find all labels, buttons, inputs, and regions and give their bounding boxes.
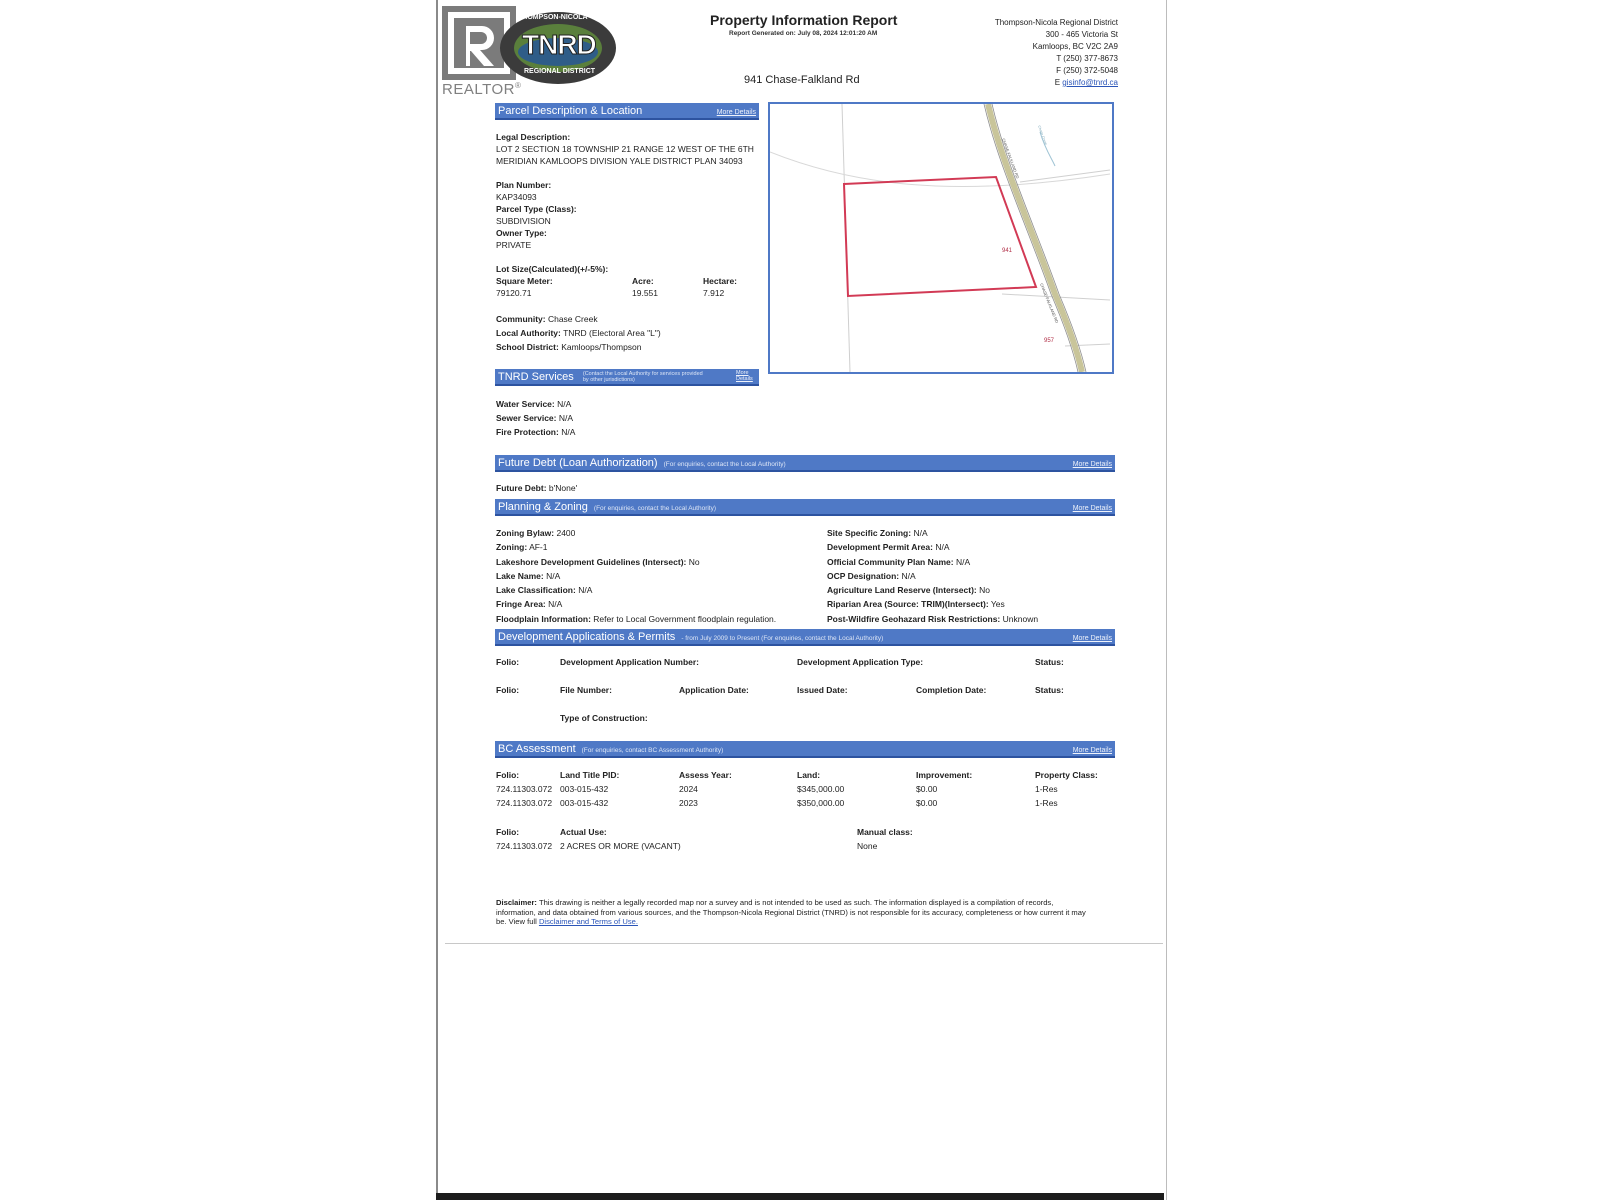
report-generated: Report Generated on: July 08, 2024 12:01:20 AM (729, 30, 878, 37)
contact-org: Thompson-Nicola Regional District (994, 18, 1118, 27)
disclaimer: Disclaimer: This drawing is neither a legally recorded map nor a survey and is not intended to be used as such. The information displayed is a compilation of records, information, and data obtained from various sources, and the Thompson-Nicola Regional District (TNRD) is not responsible for its accuracy, completeness or how current it may be. View full Disclaimer and Terms of Use. (496, 898, 1086, 927)
parcel-details: Legal Description: LOT 2 SECTION 18 TOWNSHIP 21 RANGE 12 WEST OF THE 6TH MERIDIAN KAMLOOPS DIVISION YALE DISTRICT PLAN 34093 Plan Number: KAP34093 Parcel Type (Class): SUBDIVISION Owner Type: PRIVATE Lot Size(Calculated)(+/-5%): (496, 132, 754, 274)
realtor-wordmark: REALTOR® (442, 81, 522, 98)
devapps-header: Issued Date: (797, 685, 848, 695)
hectare-value: 7.912 (703, 288, 725, 298)
planning-item: Fringe Area: N/A (496, 599, 563, 610)
parcel-map-drawing (770, 104, 1112, 372)
devapps-header: Status: (1035, 657, 1064, 667)
devapps-header: Folio: (496, 685, 520, 695)
contact-fax: F (250) 372-5048 (1056, 66, 1118, 75)
assessment-header: Improvement: (916, 770, 973, 780)
logo-ring-bottom: REGIONAL DISTRICT (524, 68, 596, 75)
planning-item: Riparian Area (Source: TRIM)(Intersect): Yes (827, 599, 1005, 610)
table-row: 724.11303.072 003-015-432 2023 $350,000.00 $0.00 1-Res (496, 798, 1058, 808)
devapps-header: Folio: (496, 657, 520, 667)
services-section-bar: TNRD Services (Contact the Local Authority for services provided by other jurisdictions) More Details (495, 369, 759, 386)
school-row: School District: Kamloops/Thompson (496, 342, 642, 352)
debt-more-details-link[interactable]: More Details (1072, 461, 1112, 468)
acre-label: Acre: (632, 276, 654, 286)
contact-city: Kamloops, BC V2C 2A9 (1032, 42, 1118, 51)
planning-item: Zoning: AF-1 (496, 542, 548, 553)
scan-edge (436, 1193, 1164, 1200)
map-neighbor-label: 957 (1044, 338, 1055, 344)
map-lot-label: 941 (1002, 248, 1013, 254)
planning-item: Zoning Bylaw: 2400 (496, 528, 576, 538)
use-folio: 724.11303.072 (496, 841, 553, 851)
use-header: Folio: (496, 827, 520, 837)
table-row: 724.11303.072 003-015-432 2024 $345,000.00 $0.00 1-Res (496, 784, 1058, 794)
services-more-details-link[interactable]: More Details (736, 370, 753, 382)
fire-protection-row: Fire Protection: N/A (496, 427, 576, 437)
planning-item: Floodplain Information: Refer to Local Government floodplain regulation. (496, 613, 777, 624)
parcel-section-bar: Parcel Description & Location More Details (495, 103, 759, 120)
assessment-section-bar: BC Assessment (For enquiries, contact BC Assessment Authority) More Details (495, 741, 1115, 758)
assessment-header: Land Title PID: (560, 770, 620, 780)
assessment-header: Property Class: (1035, 770, 1098, 780)
map-creek-label: Chase Creek (1037, 124, 1048, 146)
assessment-more-details-link[interactable]: More Details (1072, 747, 1112, 754)
planning-item: Lake Name: N/A (496, 570, 561, 581)
community-row: Community: Chase Creek (496, 314, 598, 324)
future-debt-row: Future Debt: b'None' (496, 483, 578, 493)
report-title: Property Information Report (710, 12, 898, 28)
parcel-more-details-link[interactable]: More Details (716, 109, 756, 116)
assessment-header: Folio: (496, 770, 520, 780)
planning-item: Development Permit Area: N/A (827, 542, 950, 553)
use-header: Actual Use: (560, 827, 607, 837)
contact-email-row: E gisinfo@tnrd.ca (1054, 78, 1118, 87)
parcel-map (768, 102, 1114, 374)
planning-more-details-link[interactable]: More Details (1072, 505, 1112, 512)
disclaimer-terms-link[interactable]: Disclaimer and Terms of Use. (538, 917, 638, 927)
property-address: 941 Chase-Falkland Rd (744, 74, 860, 86)
use-header: Manual class: (857, 827, 913, 837)
devapps-header: Application Date: (679, 685, 749, 695)
planning-right-column (827, 526, 1038, 626)
logo-ring-top: THOMPSON-NICOLA (518, 14, 588, 21)
planning-item: Site Specific Zoning: N/A (827, 528, 928, 538)
sqm-value: 79120.71 (496, 288, 532, 298)
contact-email-link[interactable]: gisinfo@tnrd.ca (1062, 78, 1118, 87)
map-road-label-top: CHASE-FALKLAND RD (1001, 137, 1021, 180)
planning-item: OCP Designation: N/A (827, 570, 916, 581)
devapps-section-bar: Development Applications & Permits - from July 2009 to Present (For enquiries, contact the Local Authority) More Details (495, 629, 1115, 646)
use-manual-class: None (857, 841, 878, 851)
water-service-row: Water Service: N/A (496, 399, 572, 409)
planning-item: Lake Classification: N/A (496, 585, 593, 596)
devapps-header: Completion Date: (916, 685, 987, 695)
logo-main-text: TNRD (522, 29, 596, 60)
contact-phone: T (250) 377-8673 (1056, 54, 1118, 63)
planning-item: Post-Wildfire Geohazard Risk Restrictions: Unknown (827, 613, 1039, 624)
devapps-header: Status: (1035, 685, 1064, 695)
assessment-header: Assess Year: (679, 770, 732, 780)
acre-value: 19.551 (632, 288, 658, 298)
planning-section-bar: Planning & Zoning (For enquiries, contact the Local Authority) More Details (495, 499, 1115, 516)
page-fold-line (445, 943, 1163, 944)
devapps-header: Type of Construction: (560, 713, 648, 723)
use-actual: 2 ACRES OR MORE (VACANT) (560, 841, 681, 851)
map-road-label-bottom: CHASE-FALKLAND RD (1039, 282, 1060, 324)
sqm-label: Square Meter: (496, 276, 553, 286)
contact-block (960, 17, 1118, 89)
authority-row: Local Authority: TNRD (Electoral Area "L") (496, 328, 661, 338)
assessment-header: Land: (797, 770, 821, 780)
sewer-service-row: Sewer Service: N/A (496, 413, 574, 423)
hectare-label: Hectare: (703, 276, 738, 286)
contact-street: 300 - 465 Victoria St (1045, 30, 1118, 39)
devapps-header: Development Application Type: (797, 657, 924, 667)
devapps-more-details-link[interactable]: More Details (1072, 635, 1112, 642)
planning-left-column (496, 526, 776, 626)
planning-item: Lakeshore Development Guidelines (Intersect): No (496, 556, 700, 567)
devapps-header: File Number: (560, 685, 612, 695)
devapps-header: Development Application Number: (560, 657, 700, 667)
tnrd-logo (478, 8, 628, 86)
planning-item: Agriculture Land Reserve (Intersect): No (827, 585, 990, 596)
planning-item: Official Community Plan Name: N/A (827, 556, 971, 567)
debt-section-bar: Future Debt (Loan Authorization) (For enquiries, contact the Local Authority) More Details (495, 455, 1115, 472)
